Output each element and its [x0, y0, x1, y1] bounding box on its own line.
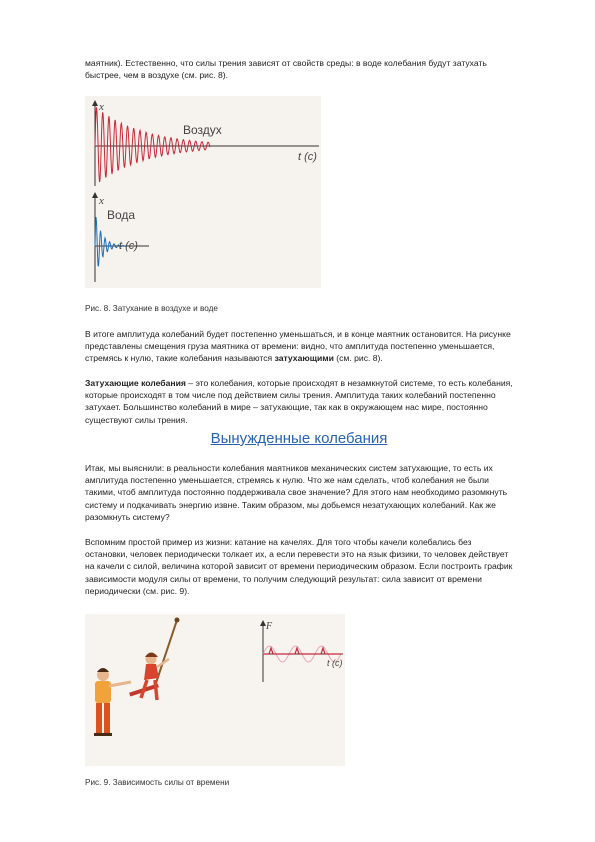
paragraph-4: Итак, мы выяснили: в реальности колебания маятников механических систем затухающие, то есть их амплитуда постепенно уменьшается, стремясь к нулю. Что же нам сделать, чтоб колебания не были такими, чтоб амплитуда постоянно поддерживала свое значение? Для этого нам необходимо разомкнуть систему и подкачивать энергию извне. Таким образом, мы добьемся незатухающих колебаний. Как же разомкнуть систему? [85, 463, 508, 522]
water-x-axis-arrow [92, 192, 98, 198]
force-label: F [266, 621, 273, 632]
paragraph-3: Затухающие колебания – это колебания, которые происходят в незамкнутой системе, то есть колебания, которые происходят в том числе под действием силы трения. Амплитуда таких колебаний постепенно затухает. Большинство колебаний в мире – затухающие, так как в окружающем нас мире, постоянно существуют силы трения. [85, 378, 513, 425]
figure-9-caption: Рис. 9. Зависимость силы от времени [85, 778, 230, 787]
rope-anchor [175, 618, 180, 623]
man-shoe-right [103, 733, 112, 736]
air-x-label: x [99, 101, 104, 113]
water-label: Вода [107, 208, 136, 222]
water-x-label: x [99, 195, 104, 207]
water-t-label: t (c) [119, 240, 138, 252]
air-x-axis-arrow [92, 100, 98, 106]
air-t-label: t (c) [298, 151, 317, 163]
swing-illustration [85, 614, 345, 766]
paragraph-1: маятник). Естественно, что силы трения зависят от свойств среды: в воде колебания будут затухать быстрее, чем в воздухе (см. рис. 8). [85, 58, 487, 81]
air-label: Воздух [183, 123, 222, 137]
force-t-label: t (c) [327, 658, 343, 668]
air-damped-wave [95, 107, 210, 182]
man-leg-left [96, 703, 102, 733]
man-shoe-left [94, 733, 103, 736]
man-hair [97, 668, 109, 672]
man-shirt [95, 681, 111, 703]
girl-hair [145, 653, 158, 658]
section-heading[interactable]: Вынужденные колебания [210, 430, 388, 447]
figure-damping [85, 96, 321, 288]
paragraph-5: Вспомним простой пример из жизни: катание на качелях. Для того чтобы качели колебались без остановки, человек периодически толкает их, а если перевести это на язык физики, то человек действует на качели с силой, величина которой зависит от времени периодическим образом. Если построить график зависимости модуля силы от времени, то получим следующий результат: сила зависит от времени периодически (см. рис. 9). [85, 537, 513, 596]
figure-swing [85, 614, 345, 766]
figure-8-caption: Рис. 8. Затухание в воздухе и воде [85, 304, 218, 313]
man-arm [109, 682, 131, 686]
paragraph-2: В итоге амплитуда колебаний будет постепенно уменьшаться, и в конце маятник остановится. На рисунке представлены смещения груза маятника от времени: видно, что амплитуда постепенно уменьшается, стремясь к нулю, такие колебания называются затухающими (см. рис. 8). [85, 329, 511, 364]
damping-plot [85, 96, 321, 288]
man-leg-right [104, 703, 110, 733]
